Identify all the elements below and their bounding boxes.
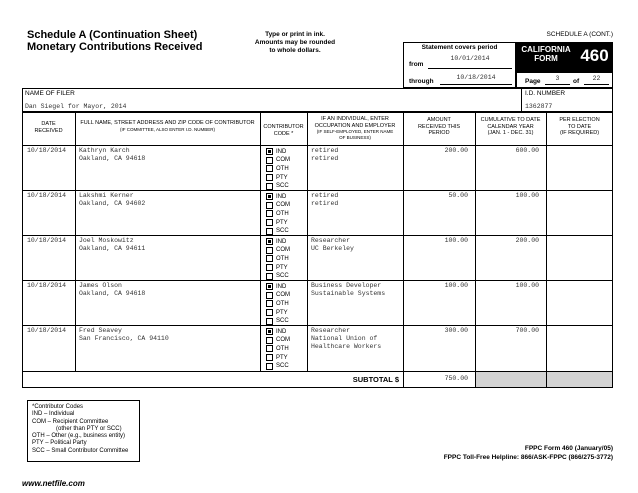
row-employer[interactable]: National Union of: [311, 335, 378, 342]
california-form-badge: CALIFORNIA FORM 460: [516, 42, 613, 72]
form-revision: FPPC Form 460 (January/05): [524, 445, 613, 452]
row-contributor-address[interactable]: San Francisco, CA 94110: [79, 335, 169, 342]
row-employer[interactable]: retired: [311, 200, 339, 207]
row-amount[interactable]: 50.00: [448, 192, 468, 199]
code-checkbox-ind[interactable]: [266, 193, 273, 200]
page-total[interactable]: 22: [592, 75, 601, 82]
code-checkbox-ind[interactable]: [266, 283, 273, 290]
col-code-header: CONTRIBUTOR CODE *: [263, 124, 304, 137]
contributor-codes-legend: *Contributor Codes IND – Individual COM – Recipient Committee (other than PTY or SCC) OTH – Other (e.g., business entity) PTY – Political Party SCC – Small Contributor Committee: [27, 400, 140, 462]
row-amount[interactable]: 100.00: [444, 282, 468, 289]
row-employer[interactable]: UC Berkeley: [311, 245, 354, 252]
row-date[interactable]: 10/18/2014: [27, 237, 67, 244]
code-checkbox-com[interactable]: [266, 247, 273, 254]
code-checkbox-pty[interactable]: [266, 264, 273, 271]
code-checkbox-label: PTY: [276, 264, 288, 271]
row-date[interactable]: 10/18/2014: [27, 192, 67, 199]
code-checkbox-label: IND: [276, 238, 287, 245]
code-checkbox-label: IND: [276, 328, 287, 335]
of-label: of: [573, 78, 580, 85]
code-checkbox-label: OTH: [276, 255, 289, 262]
code-checkbox-label: PTY: [276, 354, 288, 361]
from-label: from: [409, 61, 424, 68]
subtotal-amount[interactable]: 750.00: [444, 375, 468, 382]
row-cumulative[interactable]: 200.00: [515, 237, 539, 244]
schedule-cont-label: SCHEDULE A (CONT.): [546, 31, 613, 38]
col-per-election-header: PER ELECTION TO DATE (IF REQUIRED): [559, 117, 600, 136]
form-number: 460: [580, 46, 609, 65]
col-occupation-header: IF AN INDIVIDUAL, ENTER OCCUPATION AND EMPLOYER (IF SELF-EMPLOYED, ENTER NAME OF BUSINESS): [314, 116, 396, 140]
row-occupation[interactable]: retired: [311, 192, 339, 199]
page-label: Page: [525, 78, 541, 85]
through-date[interactable]: 10/18/2014: [456, 74, 496, 81]
row-employer[interactable]: retired: [311, 155, 339, 162]
code-checkbox-label: OTH: [276, 165, 289, 172]
code-checkbox-oth[interactable]: [266, 345, 273, 352]
code-checkbox-pty[interactable]: [266, 309, 273, 316]
row-contributor-name[interactable]: Kathryn Karch: [79, 147, 130, 154]
code-checkbox-com[interactable]: [266, 157, 273, 164]
code-checkbox-label: IND: [276, 193, 287, 200]
code-checkbox-label: PTY: [276, 219, 288, 226]
code-checkbox-label: SCC: [276, 318, 289, 325]
from-date[interactable]: 10/01/2014: [450, 55, 490, 62]
code-checkbox-label: PTY: [276, 309, 288, 316]
row-cumulative[interactable]: 600.00: [515, 147, 539, 154]
code-checkbox-ind[interactable]: [266, 238, 273, 245]
code-checkbox-label: PTY: [276, 174, 288, 181]
code-checkbox-label: COM: [276, 157, 290, 164]
row-employer[interactable]: Sustainable Systems: [311, 290, 386, 297]
code-checkbox-label: SCC: [276, 273, 289, 280]
code-checkbox-oth[interactable]: [266, 300, 273, 307]
row-occupation[interactable]: retired: [311, 147, 339, 154]
helpline: FPPC Toll-Free Helpline: 866/ASK-FPPC (866/275-3772): [443, 454, 613, 461]
row-cumulative[interactable]: 700.00: [515, 327, 539, 334]
code-checkbox-scc[interactable]: [266, 363, 273, 370]
filer-name[interactable]: Dan Siegel for Mayor, 2014: [25, 103, 127, 110]
row-employer-line2[interactable]: Healthcare Workers: [311, 343, 382, 350]
col-contributor-header: FULL NAME, STREET ADDRESS AND ZIP CODE OF CONTRIBUTOR (IF COMMITTEE, ALSO ENTER I.D. NUMBER): [80, 120, 255, 132]
through-label: through: [409, 78, 434, 85]
code-checkbox-oth[interactable]: [266, 165, 273, 172]
ink-instructions: Type or print in ink. Amounts may be rounded to whole dollars.: [254, 31, 336, 54]
row-amount[interactable]: 200.00: [444, 147, 468, 154]
col-amount-header: AMOUNT RECEIVED THIS PERIOD: [417, 117, 461, 136]
code-checkbox-label: COM: [276, 202, 290, 209]
code-checkbox-oth[interactable]: [266, 255, 273, 262]
code-checkbox-label: SCC: [276, 228, 289, 235]
code-checkbox-scc[interactable]: [266, 318, 273, 325]
row-occupation[interactable]: Researcher: [311, 237, 351, 244]
code-checkbox-label: OTH: [276, 300, 289, 307]
row-occupation[interactable]: Business Developer: [311, 282, 382, 289]
code-checkbox-com[interactable]: [266, 337, 273, 344]
code-checkbox-scc[interactable]: [266, 273, 273, 280]
code-checkbox-oth[interactable]: [266, 210, 273, 217]
code-checkbox-ind[interactable]: [266, 328, 273, 335]
row-contributor-address[interactable]: Oakland, CA 94602: [79, 200, 146, 207]
code-checkbox-label: SCC: [276, 363, 289, 370]
subtotal-shaded-area: [476, 372, 612, 387]
code-checkbox-pty[interactable]: [266, 354, 273, 361]
code-checkbox-label: OTH: [276, 210, 289, 217]
code-checkbox-ind[interactable]: [266, 148, 273, 155]
code-checkbox-label: IND: [276, 148, 287, 155]
row-contributor-name[interactable]: Lakshmi Kerner: [79, 192, 134, 199]
col-date-header: DATE RECEIVED: [34, 121, 63, 134]
row-contributor-address[interactable]: Oakland, CA 94611: [79, 245, 146, 252]
code-checkbox-label: IND: [276, 283, 287, 290]
code-checkbox-pty[interactable]: [266, 219, 273, 226]
col-cumulative-header: CUMULATIVE TO DATE CALENDAR YEAR (JAN. 1 - DEC. 31): [480, 117, 541, 136]
code-checkbox-com[interactable]: [266, 292, 273, 299]
row-date[interactable]: 10/18/2014: [27, 327, 67, 334]
row-cumulative[interactable]: 100.00: [515, 192, 539, 199]
row-occupation[interactable]: Researcher: [311, 327, 351, 334]
subtotal-label: SUBTOTAL $: [352, 375, 399, 384]
website-link[interactable]: www.netfile.com: [22, 479, 85, 488]
row-cumulative[interactable]: 100.00: [515, 282, 539, 289]
row-date[interactable]: 10/18/2014: [27, 147, 67, 154]
row-date[interactable]: 10/18/2014: [27, 282, 67, 289]
row-contributor-address[interactable]: Oakland, CA 94618: [79, 155, 146, 162]
id-number-label: I.D. NUMBER: [525, 90, 566, 97]
row-contributor-name[interactable]: Joel Moskowitz: [79, 237, 134, 244]
code-checkbox-label: COM: [276, 337, 290, 344]
code-checkbox-com[interactable]: [266, 202, 273, 209]
id-number[interactable]: 1362877: [525, 103, 553, 110]
code-checkbox-scc[interactable]: [266, 228, 273, 235]
code-checkbox-label: SCC: [276, 183, 289, 190]
code-checkbox-label: OTH: [276, 345, 289, 352]
row-contributor-address[interactable]: Oakland, CA 94618: [79, 290, 146, 297]
code-checkbox-scc[interactable]: [266, 183, 273, 190]
statement-covers-label: Statement covers period: [421, 44, 498, 51]
row-amount[interactable]: 100.00: [444, 237, 468, 244]
row-contributor-name[interactable]: James Olson: [79, 282, 122, 289]
row-amount[interactable]: 300.00: [444, 327, 468, 334]
row-contributor-name[interactable]: Fred Seavey: [79, 327, 122, 334]
code-checkbox-label: COM: [276, 292, 290, 299]
form-subtitle: Monetary Contributions Received: [27, 41, 203, 53]
code-checkbox-label: COM: [276, 247, 290, 254]
form-title: Schedule A (Continuation Sheet): [27, 29, 198, 41]
filer-name-label: NAME OF FILER: [25, 90, 75, 97]
code-checkbox-pty[interactable]: [266, 174, 273, 181]
page-number[interactable]: 3: [555, 75, 560, 82]
